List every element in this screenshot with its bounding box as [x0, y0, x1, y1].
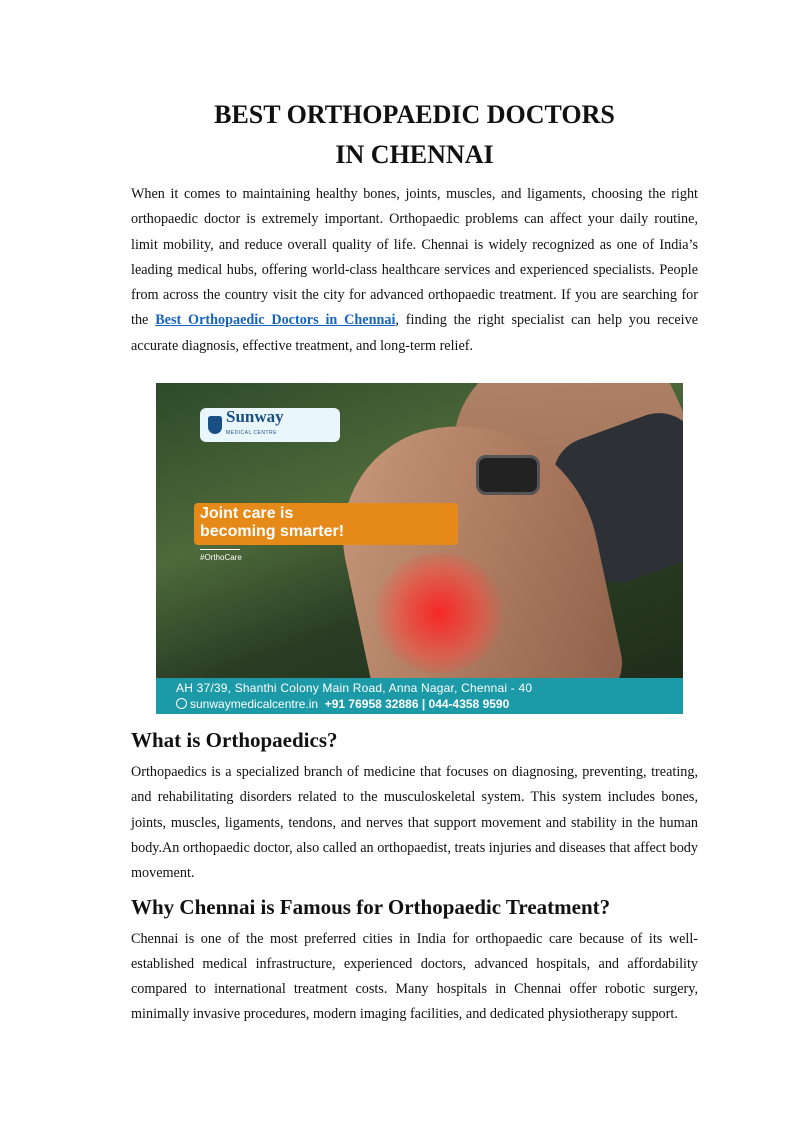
banner-text — [200, 505, 344, 541]
globe-icon — [176, 698, 187, 709]
watch-icon — [476, 455, 540, 495]
best-doctors-link[interactable]: Best Orthopaedic Doctors in Chennai — [155, 312, 396, 329]
page-title — [131, 96, 698, 174]
section-heading-orthopaedics: What is Orthopaedics? — [131, 728, 338, 753]
section-heading-chennai: Why Chennai is Famous for Orthopaedic Treatment? — [131, 894, 611, 919]
promo-image — [156, 383, 683, 714]
logo-name: Sunway — [226, 407, 284, 427]
document-page — [131, 96, 698, 1028]
section-text-orthopaedics: Orthopaedics is a specialized branch of medicine that focuses on diagnosing, preventing, treating, and rehabilitating disorders related to the musculoskeletal system. This system includes bones, joints, muscles, ligaments, tendons, and nerves that support movement and stability in the human body.An orthopaedic doctor, also called an orthopaedist, treats injuries and diseases that affect body movement. — [131, 764, 698, 882]
logo-sub: MEDICAL CENTRE — [226, 430, 277, 437]
knee-pain-highlight — [374, 553, 504, 673]
website-text: sunwaymedicalcentre.in — [190, 697, 319, 712]
banner-divider — [200, 549, 240, 550]
title-line-1: BEST ORTHOPAEDIC DOCTORS — [214, 100, 615, 129]
logo-mark-icon — [208, 416, 222, 434]
hashtag: #OrthoCare — [200, 553, 242, 563]
banner-line-2: becoming smarter! — [200, 523, 345, 541]
section-text-chennai: Chennai is one of the most preferred cities in India for orthopaedic care because of its well-established medical infrastructure, experienced doctors, advanced hospitals, and affordability compared to international treatment costs. Many hospitals in Chennai offer robotic surgery, minimally invasive procedures, modern imaging facilities, and dedicated physiotherapy support. — [131, 930, 698, 1023]
contact-line — [176, 697, 509, 711]
phone-numbers: +91 76958 32886 | 044-4358 9590 — [324, 697, 510, 712]
title-line-2: IN CHENNAI — [335, 140, 494, 169]
banner-line-1: Joint care is — [200, 505, 294, 523]
sunway-logo — [200, 408, 340, 442]
address-text: AH 37/39, Shanthi Colony Main Road, Anna Nagar, Chennai - 40 — [176, 681, 533, 696]
intro-text-before: When it comes to maintaining healthy bones, joints, muscles, and ligaments, choosing the right orthopaedic doctor is extremely important. Orthopaedic problems can affect your daily routine, limit mobility, and reduce overall quality of life. Chennai is widely recognized as one of India’s leading medical hubs, offering world-class healthcare services and experienced specialists. People from across the country visit the city for advanced orthopaedic treatment. If you are searching for the — [131, 186, 698, 329]
intro-text-after: , finding the right specialist can help you receive accurate diagnosis, effective treatment, and long-term relief. — [131, 312, 699, 354]
intro-paragraph — [131, 182, 698, 359]
